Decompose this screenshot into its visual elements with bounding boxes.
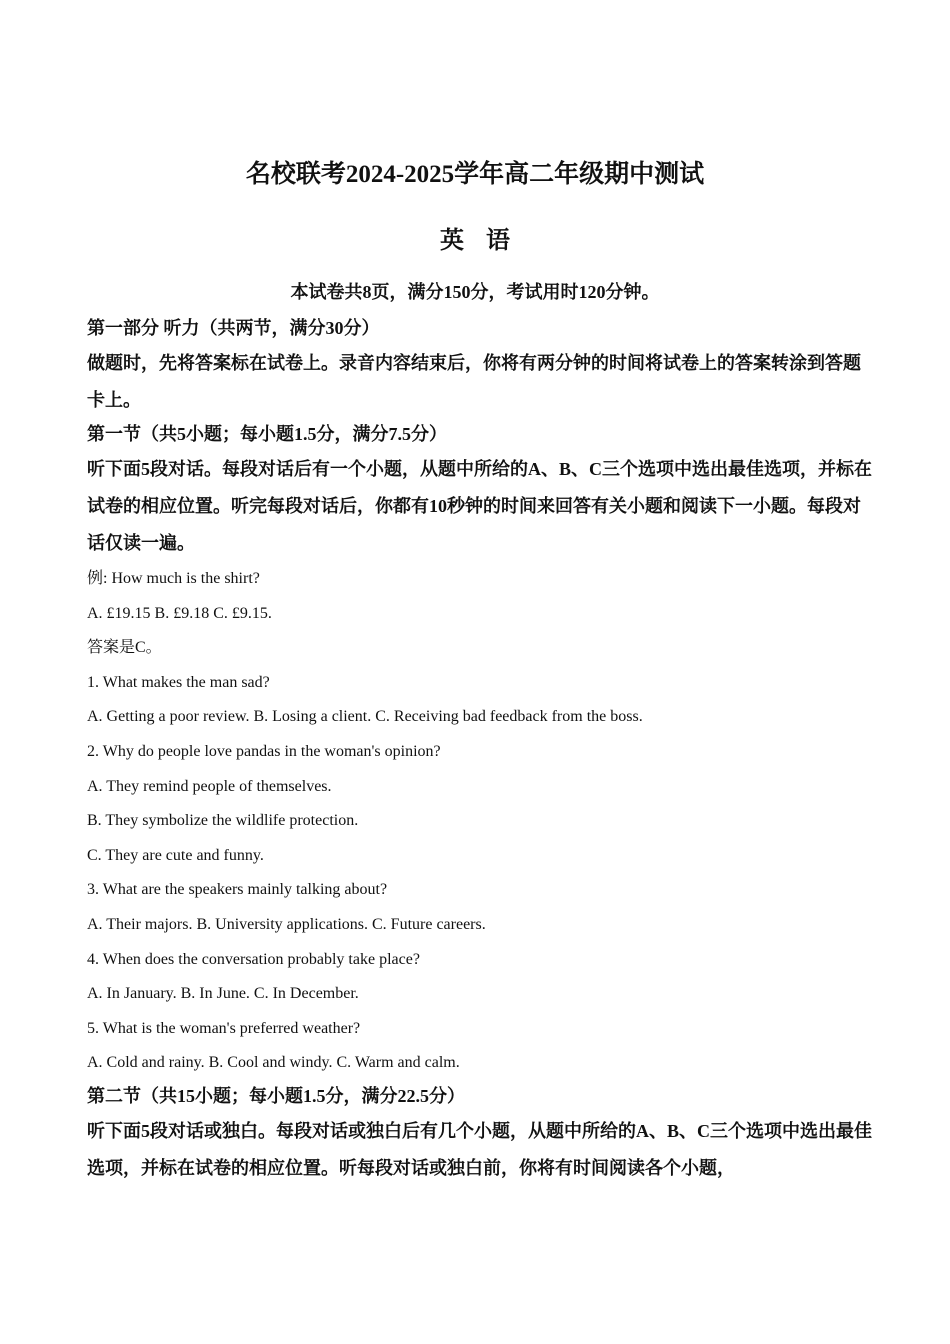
section2-heading: 第二节（共15小题；每小题1.5分，满分22.5分）	[87, 1085, 465, 1106]
question-1-options: A. Getting a poor review. B. Losing a client. C. Receiving bad feedback from the boss.	[87, 708, 643, 726]
question-3-options: A. Their majors. B. University applications. C. Future careers.	[87, 915, 486, 933]
example-options: A. £19.15 B. £9.18 C. £9.15.	[87, 604, 272, 622]
question-2-stem: 2. Why do people love pandas in the woman's opinion?	[87, 742, 441, 760]
subject-title: 英语	[440, 228, 532, 254]
exam-body	[87, 315, 877, 1187]
part1-instruction: 做题时，先将答案标在试卷上。录音内容结束后，你将有两分钟的时间将试卷上的答案转涂到答题卡上。	[87, 353, 861, 410]
question-2-option-c: C. They are cute and funny.	[87, 846, 264, 864]
section1-instruction: 听下面5段对话。每段对话后有一个小题，从题中所给的A、B、C三个选项中选出最佳选项，并标在试卷的相应位置。听完每段对话后，你都有10秒钟的时间来回答有关小题和阅读下一小题。每段对话仅读一遍。	[87, 459, 872, 553]
section2-instruction: 听下面5段对话或独白。每段对话或独白后有几个小题，从题中所给的A、B、C三个选项中选出最佳选项，并标在试卷的相应位置。听每段对话或独白前，你将有时间阅读各个小题，	[87, 1120, 872, 1178]
exam-title: 名校联考2024-2025学年高二年级期中测试	[245, 161, 705, 188]
question-2-option-b: B. They symbolize the wildlife protection.	[87, 812, 359, 830]
exam-intro: 本试卷共8页，满分150分，考试用时120分钟。	[290, 282, 660, 302]
part1-heading: 第一部分 听力（共两节，满分30分）	[87, 318, 380, 338]
example-question: 例: How much is the shirt?	[87, 570, 260, 587]
question-4-stem: 4. When does the conversation probably take place?	[87, 950, 420, 968]
section1-heading: 第一节（共5小题；每小题1.5分，满分7.5分）	[87, 424, 447, 444]
question-4-options: A. In January. B. In June. C. In December.	[87, 985, 359, 1003]
question-5-stem: 5. What is the woman's preferred weather?	[87, 1019, 361, 1037]
example-answer: 答案是C。	[87, 639, 162, 657]
question-2-option-a: A. They remind people of themselves.	[87, 777, 332, 795]
question-3-stem: 3. What are the speakers mainly talking about?	[87, 881, 388, 899]
question-1-stem: 1. What makes the man sad?	[87, 673, 270, 691]
question-5-options: A. Cold and rainy. B. Cool and windy. C. Warm and calm.	[87, 1054, 460, 1072]
